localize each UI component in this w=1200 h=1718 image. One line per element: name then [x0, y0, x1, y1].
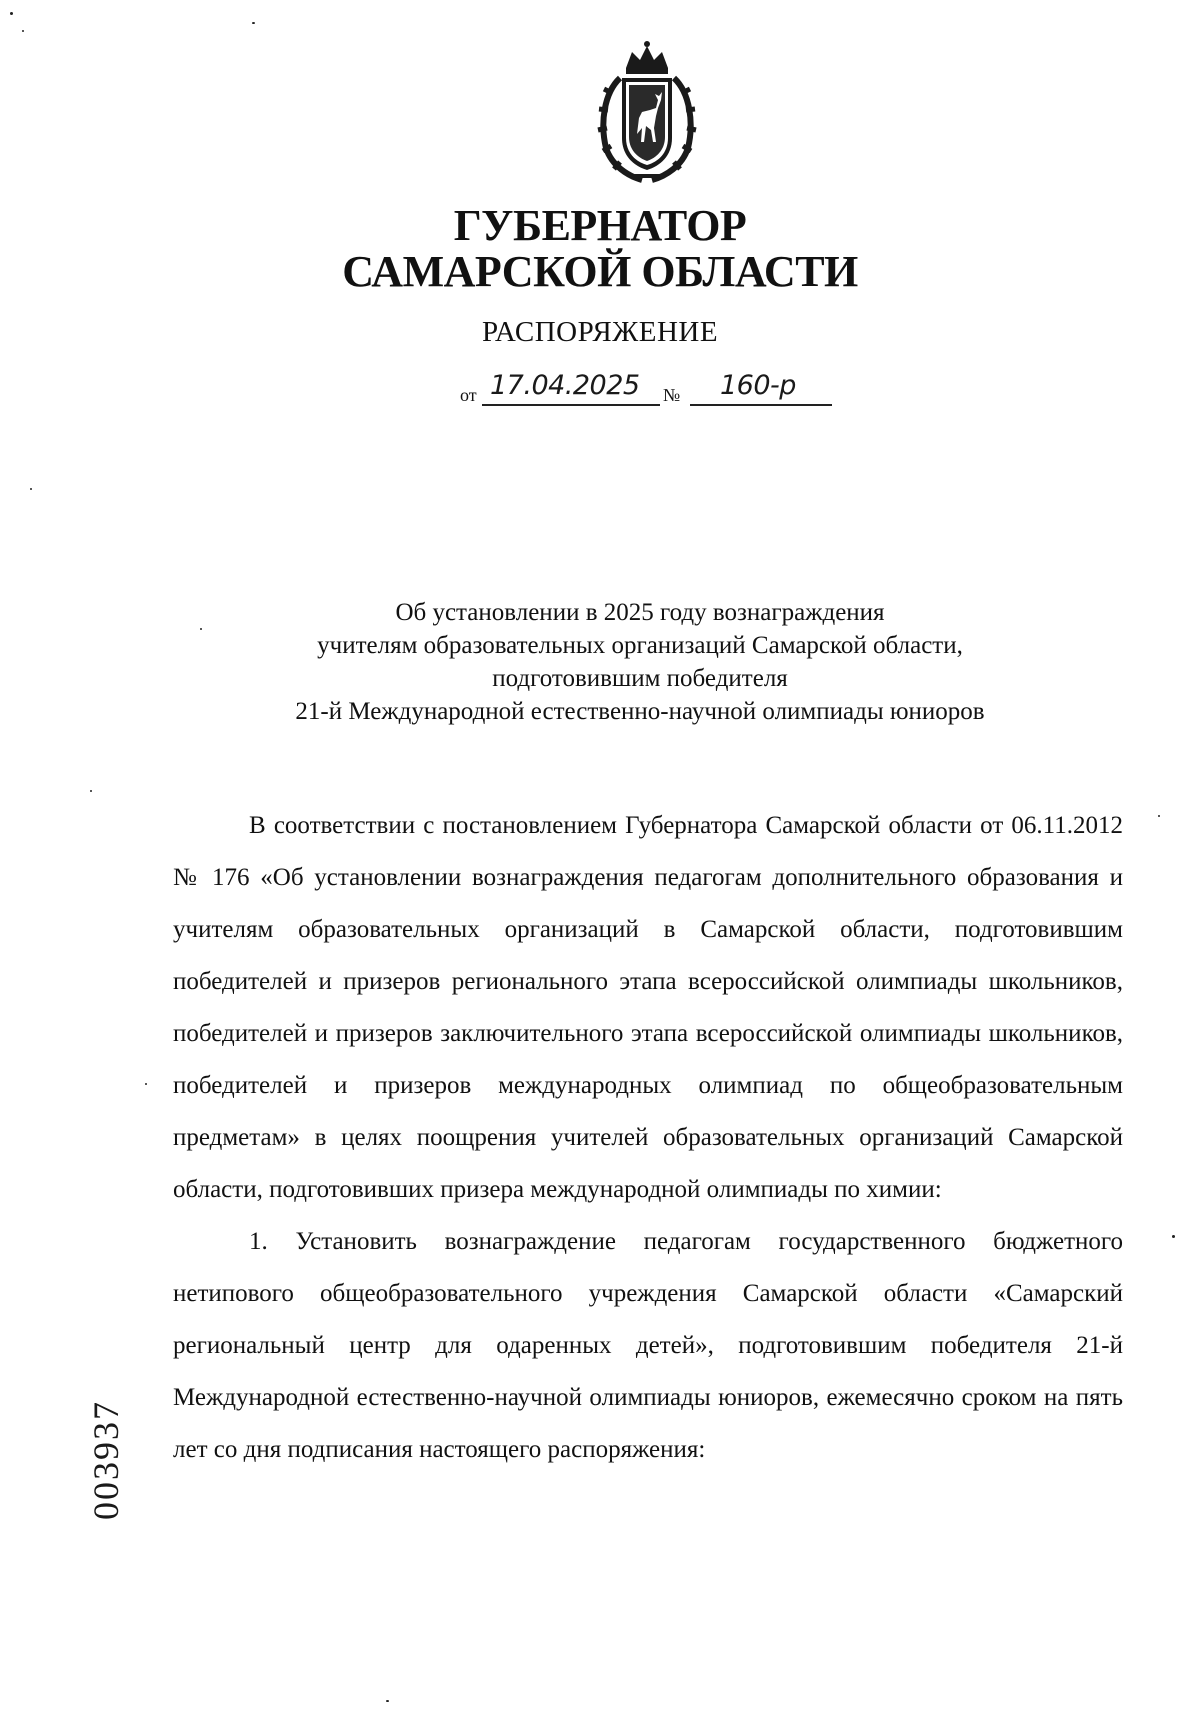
scan-speck — [22, 30, 24, 32]
scan-speck — [252, 22, 255, 24]
scan-speck — [1172, 1235, 1175, 1238]
scan-speck — [145, 1083, 147, 1085]
subject-line: учителям образовательных организаций Самарской области, — [317, 632, 963, 659]
number-underline — [690, 404, 832, 406]
issuer-title-line1: ГУБЕРНАТОР — [453, 201, 747, 250]
coat-of-arms-icon — [582, 38, 712, 186]
issuer-title-line2: САМАРСКОЙ ОБЛАСТИ — [342, 247, 858, 296]
date-label: от — [460, 385, 477, 405]
margin-stamp-number: 003937 — [86, 1400, 126, 1520]
scan-speck — [30, 488, 32, 490]
document-subject — [200, 596, 1080, 728]
date-number-line — [460, 370, 880, 410]
document-type: РАСПОРЯЖЕНИЕ — [481, 316, 719, 348]
subject-line: подготовившим победителя — [492, 665, 788, 692]
subject-line: Об установлении в 2025 году вознаграждения — [395, 599, 885, 626]
document-body — [173, 800, 1123, 1476]
date-value: 17.04.2025 — [490, 370, 640, 401]
scan-speck — [386, 1700, 389, 1702]
item-1-paragraph: 1. Установить вознаграждение педагогам государственного бюджетного нетипового общеобразовательного учреждения Самарской области «Самарский региональный центр для одаренных детей», подготовившим победителя 21-й Международной естественно-научной олимпиады юниоров, ежемесячно сроком на пять лет со дня подписания настоящего распоряжения: — [173, 1228, 1123, 1463]
scan-speck — [1158, 815, 1160, 817]
number-label: № — [663, 385, 681, 405]
number-value: 160-р — [720, 370, 796, 401]
scan-speck — [10, 12, 13, 15]
preamble-paragraph: В соответствии с постановлением Губернатора Самарской области от 06.11.2012 № 176 «Об установлении вознаграждения педагогам дополнительного образования и учителям образовательных организаций в Самарской области, подготовившим победителей и призеров регионального этапа всероссийской олимпиады школьников, победителей и призеров заключительного этапа всероссийской олимпиады школьников, победителей и призеров международных олимпиад по общеобразовательным предметам» в целях поощрения учителей образовательных организаций Самарской области, подготовивших призера международной олимпиады по химии: — [173, 812, 1123, 1203]
scan-speck — [200, 628, 202, 630]
date-underline — [482, 404, 660, 406]
subject-line: 21-й Международной естественно-научной олимпиады юниоров — [295, 698, 985, 725]
scan-speck — [90, 790, 92, 792]
